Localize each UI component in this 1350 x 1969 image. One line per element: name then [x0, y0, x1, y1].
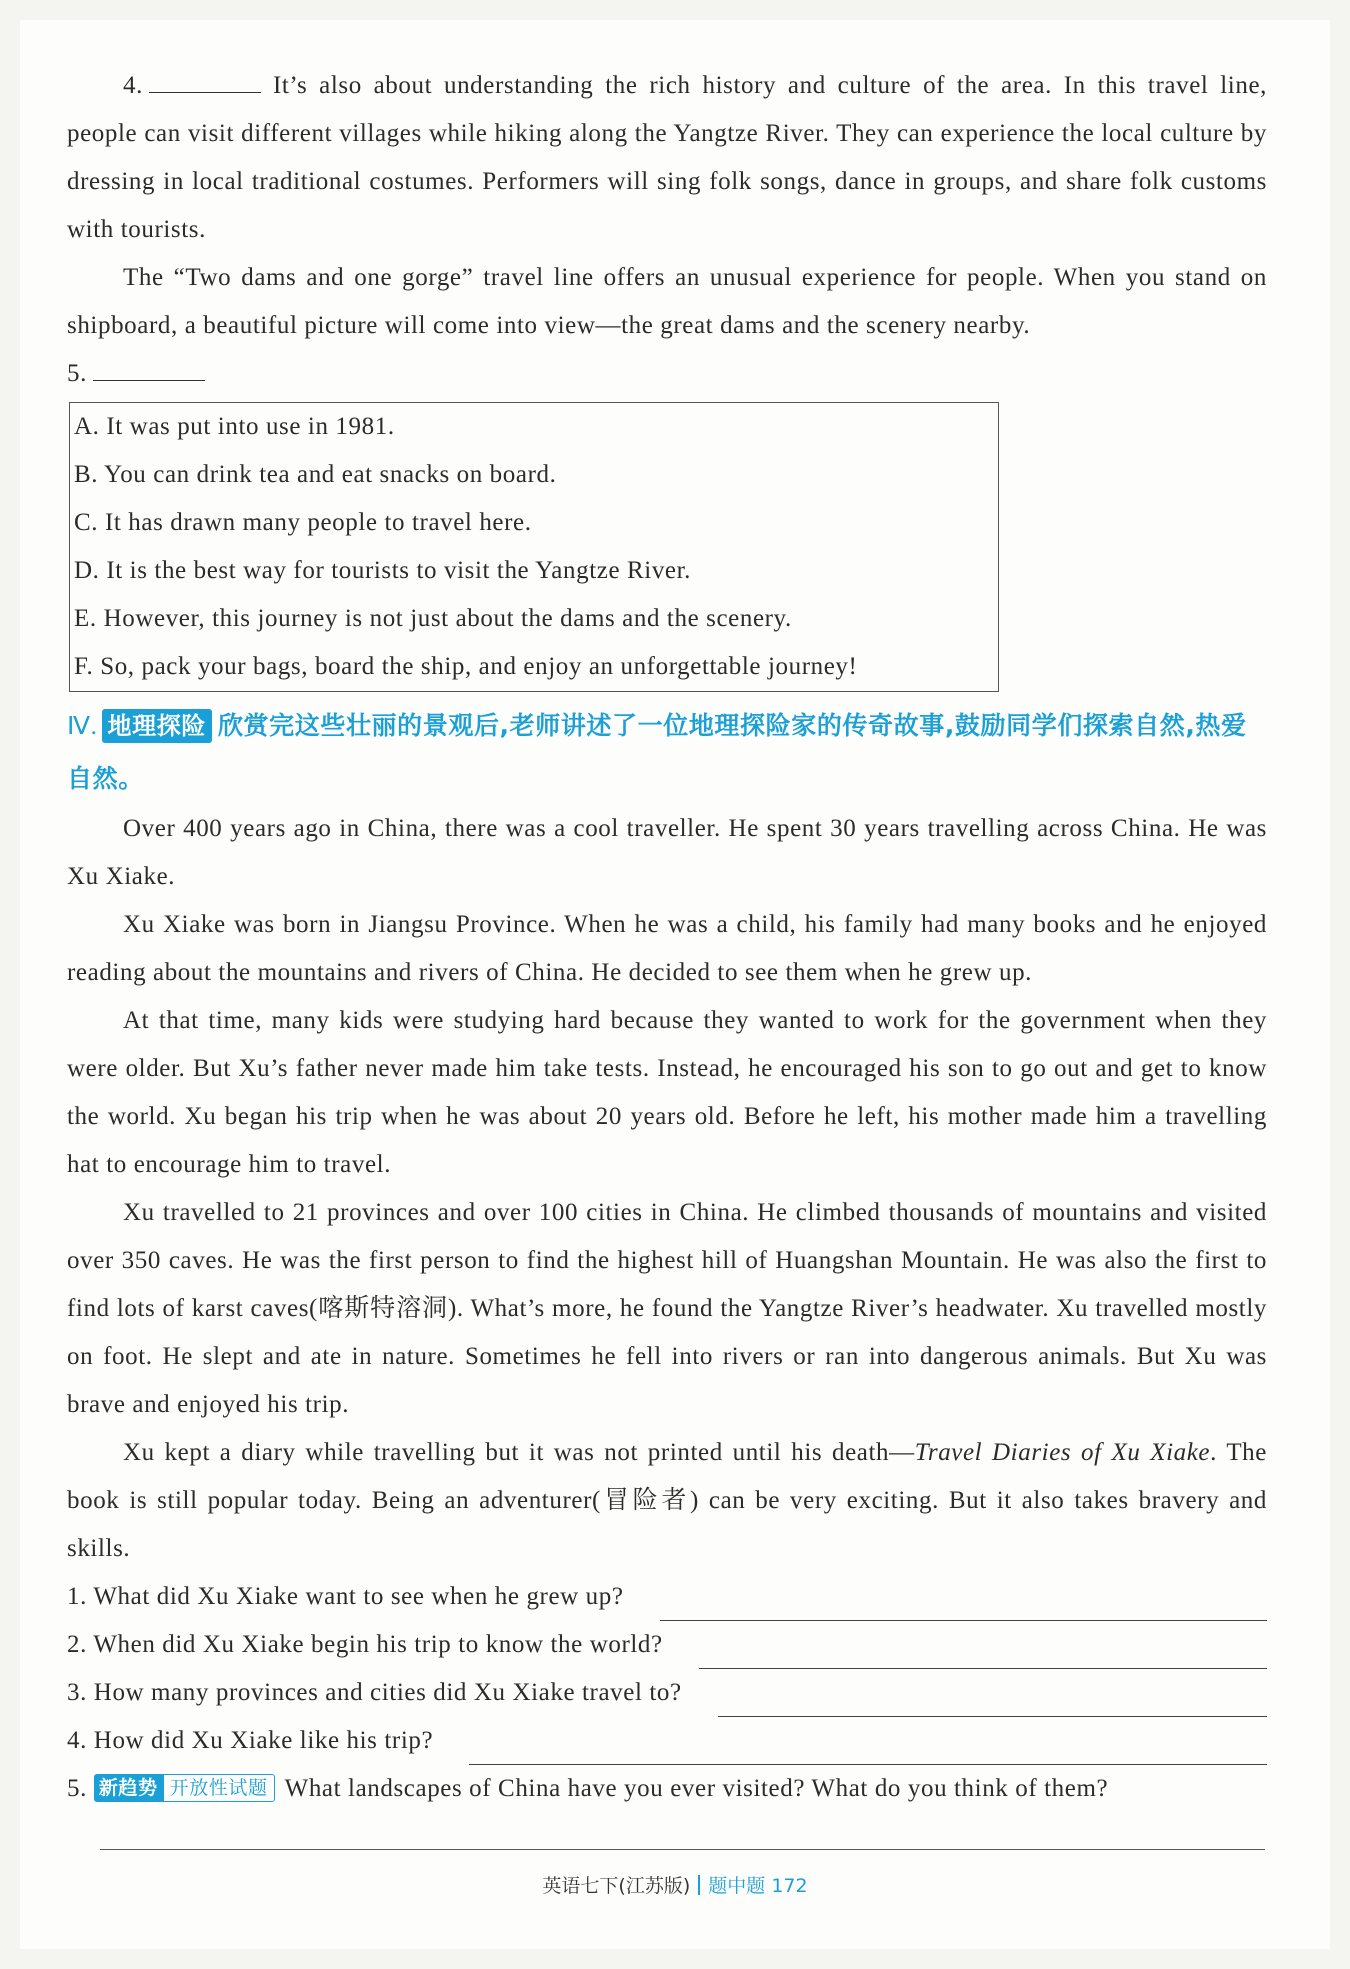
section-tag: 地理探险 — [102, 709, 212, 743]
answer-line-1[interactable] — [660, 1588, 1267, 1621]
passage-paragraph-2: Xu Xiake was born in Jiangsu Province. When he was a child, his family had many books and he enjoyed reading about the mountains and rivers of China. He decided to see them when he grew up. — [67, 911, 1267, 986]
page-footer — [0, 1871, 1350, 1898]
page-number: 172 — [771, 1875, 808, 1897]
footer-book-title: 英语七下(江苏版) — [542, 1875, 691, 1897]
footer-divider — [698, 1875, 700, 1895]
question-2 — [67, 1621, 1267, 1669]
paragraph-gap-4 — [67, 62, 1267, 254]
question-5-number: 5. — [67, 1775, 87, 1802]
section-heading — [67, 700, 1267, 805]
option-a: A. It was put into use in 1981. — [74, 413, 395, 440]
question-4-text: 4. How did Xu Xiake like his trip? — [67, 1727, 434, 1754]
document-body — [67, 62, 1267, 1813]
footer-series: 题中题 — [708, 1875, 766, 1897]
passage-paragraph-4: Xu travelled to 21 provinces and over 100 cities in China. He climbed thousands of mountains and visited over 350 caves. He was the first person to find the highest hill of Huangshan Mountain. He was also the first to find lots of karst caves(喀斯特溶洞). What’s more, he found the Yangtze River’s headwater. Xu travelled mostly on foot. He slept and ate in nature. Sometimes he fell into rivers or ran into dangerous animals. But Xu was brave and enjoyed his trip. — [67, 1199, 1267, 1418]
gap-4-number: 4. — [123, 72, 143, 99]
section-title: 欣赏完这些壮丽的景观后,老师讲述了一位地理探险家的传奇故事,鼓励同学们探索自然,热爱自然。 — [67, 711, 1247, 793]
answer-line-3[interactable] — [718, 1684, 1267, 1717]
question-3 — [67, 1669, 1267, 1717]
new-trend-badge: 新趋势 — [94, 1774, 163, 1802]
gap-5-blank[interactable] — [93, 355, 205, 381]
question-5-text: What landscapes of China have you ever visited? What do you think of them? — [284, 1775, 1109, 1802]
question-1-text: 1. What did Xu Xiake want to see when he grew up? — [67, 1583, 624, 1610]
open-question-badge: 开放性试题 — [163, 1774, 275, 1802]
gap-4-text: It’s also about understanding the rich history and culture of the area. In this travel line, people can visit different villages while hiking along the Yangtze River. They can experience the local culture by dressing in local traditional costumes. Performers will sing folk songs, dance in groups, and share folk customs with tourists. — [67, 72, 1267, 243]
answer-line-4[interactable] — [469, 1732, 1267, 1765]
option-c: C. It has drawn many people to travel here. — [74, 509, 532, 536]
question-2-text: 2. When did Xu Xiake begin his trip to know the world? — [67, 1631, 663, 1658]
option-b: B. You can drink tea and eat snacks on board. — [74, 461, 557, 488]
paragraph-dams: The “Two dams and one gorge” travel line offers an unusual experience for people. When you stand on shipboard, a beautiful picture will come into view—the great dams and the scenery nearby. — [67, 264, 1267, 339]
answer-line-2[interactable] — [699, 1636, 1267, 1669]
question-1 — [67, 1573, 1267, 1621]
book-title: Travel Diaries of Xu Xiake — [914, 1439, 1211, 1466]
answer-line-5[interactable] — [100, 1849, 1265, 1850]
passage-p5-start: Xu kept a diary while travelling but it was not printed until his death— — [123, 1439, 915, 1466]
option-e: E. However, this journey is not just about the dams and the scenery. — [74, 605, 792, 632]
passage-paragraph-1: Over 400 years ago in China, there was a cool traveller. He spent 30 years travelling across China. He was Xu Xiake. — [67, 815, 1267, 890]
gap-5-line — [67, 350, 1267, 398]
options-box — [69, 402, 999, 692]
gap-5-number: 5. — [67, 360, 87, 387]
option-f: F. So, pack your bags, board the ship, and enjoy an unforgettable journey! — [74, 653, 858, 680]
passage-paragraph-5 — [67, 1429, 1267, 1573]
gap-4-blank[interactable] — [149, 67, 261, 93]
option-d: D. It is the best way for tourists to visit the Yangtze River. — [74, 557, 692, 584]
question-4 — [67, 1717, 1267, 1765]
question-3-text: 3. How many provinces and cities did Xu Xiake travel to? — [67, 1679, 682, 1706]
section-number: Ⅳ. — [67, 713, 98, 740]
passage-p5-end: . The book is still popular today. Being an adventurer(冒险者) can be very exciting. But it also takes bravery and skills. — [67, 1439, 1267, 1562]
question-5 — [67, 1765, 1267, 1813]
passage-paragraph-3: At that time, many kids were studying hard because they wanted to work for the government when they were older. But Xu’s father never made him take tests. Instead, he encouraged his son to go out and get to know the world. Xu began his trip when he was about 20 years old. Before he left, his mother made him a travelling hat to encourage him to travel. — [67, 1007, 1267, 1178]
